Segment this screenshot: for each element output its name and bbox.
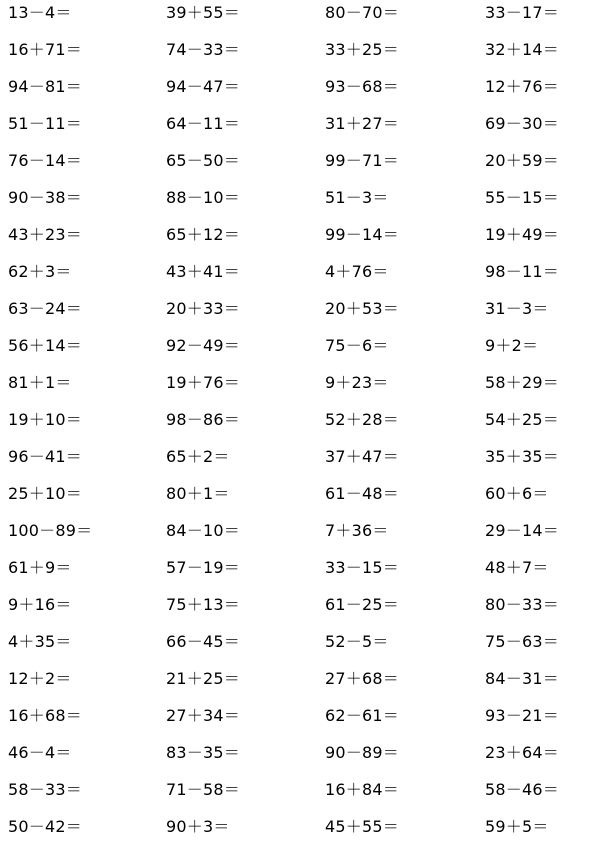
arithmetic-problem: 29－14＝: [485, 521, 559, 540]
arithmetic-problem: 52－5＝: [325, 632, 389, 651]
arithmetic-problem: 23＋64＝: [485, 743, 559, 762]
problem-row: [8, 592, 593, 629]
arithmetic-problem: 43＋41＝: [166, 262, 240, 281]
problem-row: [8, 222, 593, 259]
arithmetic-problem: 69－30＝: [485, 114, 559, 133]
arithmetic-problem: 63－24＝: [8, 299, 82, 318]
problem-row: [8, 666, 593, 703]
arithmetic-problem: 20＋33＝: [166, 299, 240, 318]
arithmetic-problem: 12＋2＝: [8, 669, 72, 688]
problem-row: [8, 555, 593, 592]
arithmetic-problem: 88－10＝: [166, 188, 240, 207]
arithmetic-problem: 4＋76＝: [325, 262, 389, 281]
arithmetic-problem: 27＋34＝: [166, 706, 240, 725]
arithmetic-problem: 37＋47＝: [325, 447, 399, 466]
arithmetic-problem: 48＋7＝: [485, 558, 549, 577]
problem-row: [8, 518, 593, 555]
arithmetic-problem: 9＋2＝: [485, 336, 539, 355]
arithmetic-problem: 94－81＝: [8, 77, 82, 96]
arithmetic-problem: 75－6＝: [325, 336, 389, 355]
arithmetic-problem: 92－49＝: [166, 336, 240, 355]
arithmetic-problem: 90－38＝: [8, 188, 82, 207]
arithmetic-problem: 16＋68＝: [8, 706, 82, 725]
arithmetic-problem: 84－31＝: [485, 669, 559, 688]
arithmetic-problem: 80－70＝: [325, 3, 399, 22]
arithmetic-problem: 99－71＝: [325, 151, 399, 170]
arithmetic-problem: 19＋76＝: [166, 373, 240, 392]
arithmetic-problem: 93－68＝: [325, 77, 399, 96]
problem-row: [8, 703, 593, 740]
arithmetic-problem: 90＋3＝: [166, 817, 230, 836]
problem-row: [8, 148, 593, 185]
arithmetic-problem: 39＋55＝: [166, 3, 240, 22]
problem-row: [8, 296, 593, 333]
arithmetic-problem: 90－89＝: [325, 743, 399, 762]
arithmetic-problem: 66－45＝: [166, 632, 240, 651]
arithmetic-problem: 19＋49＝: [485, 225, 559, 244]
arithmetic-problem: 46－4＝: [8, 743, 72, 762]
arithmetic-problem: 45＋55＝: [325, 817, 399, 836]
problem-row: [8, 37, 593, 74]
arithmetic-problem: 25＋10＝: [8, 484, 82, 503]
arithmetic-problem: 74－33＝: [166, 40, 240, 59]
problem-row: [8, 0, 593, 37]
arithmetic-problem: 16＋84＝: [325, 780, 399, 799]
arithmetic-problem: 12＋76＝: [485, 77, 559, 96]
problem-row: [8, 111, 593, 148]
arithmetic-problem: 62＋3＝: [8, 262, 72, 281]
problem-row: [8, 74, 593, 111]
arithmetic-problem: 9＋16＝: [8, 595, 72, 614]
problem-row: [8, 740, 593, 777]
arithmetic-problem: 65－50＝: [166, 151, 240, 170]
arithmetic-problem: 9＋23＝: [325, 373, 389, 392]
arithmetic-problem: 71－58＝: [166, 780, 240, 799]
arithmetic-problem: 33－17＝: [485, 3, 559, 22]
arithmetic-problem: 21＋25＝: [166, 669, 240, 688]
arithmetic-problem: 98－86＝: [166, 410, 240, 429]
arithmetic-problem: 58－46＝: [485, 780, 559, 799]
arithmetic-problem: 80＋1＝: [166, 484, 230, 503]
arithmetic-problem: 65＋12＝: [166, 225, 240, 244]
problem-row: [8, 185, 593, 222]
arithmetic-problem: 96－41＝: [8, 447, 82, 466]
arithmetic-problem: 51－3＝: [325, 188, 389, 207]
arithmetic-problem: 52＋28＝: [325, 410, 399, 429]
arithmetic-problem: 58＋29＝: [485, 373, 559, 392]
arithmetic-problem: 83－35＝: [166, 743, 240, 762]
arithmetic-problem: 27＋68＝: [325, 669, 399, 688]
arithmetic-problem: 20＋53＝: [325, 299, 399, 318]
problem-row: [8, 777, 593, 814]
arithmetic-problem: 55－15＝: [485, 188, 559, 207]
problem-row: [8, 814, 593, 851]
arithmetic-problem: 56＋14＝: [8, 336, 82, 355]
arithmetic-problem: 94－47＝: [166, 77, 240, 96]
arithmetic-problem: 61－25＝: [325, 595, 399, 614]
arithmetic-worksheet: [8, 0, 593, 845]
arithmetic-problem: 16＋71＝: [8, 40, 82, 59]
problem-row: [8, 629, 593, 666]
arithmetic-problem: 65＋2＝: [166, 447, 230, 466]
arithmetic-problem: 50－42＝: [8, 817, 82, 836]
arithmetic-problem: 93－21＝: [485, 706, 559, 725]
arithmetic-problem: 62－61＝: [325, 706, 399, 725]
arithmetic-problem: 81＋1＝: [8, 373, 72, 392]
arithmetic-problem: 75－63＝: [485, 632, 559, 651]
arithmetic-problem: 33－15＝: [325, 558, 399, 577]
arithmetic-problem: 75＋13＝: [166, 595, 240, 614]
problem-row: [8, 370, 593, 407]
arithmetic-problem: 35＋35＝: [485, 447, 559, 466]
arithmetic-problem: 4＋35＝: [8, 632, 72, 651]
problem-row: [8, 333, 593, 370]
arithmetic-problem: 84－10＝: [166, 521, 240, 540]
arithmetic-problem: 61－48＝: [325, 484, 399, 503]
arithmetic-problem: 98－11＝: [485, 262, 559, 281]
problem-row: [8, 444, 593, 481]
problem-row: [8, 259, 593, 296]
arithmetic-problem: 32＋14＝: [485, 40, 559, 59]
arithmetic-problem: 43＋23＝: [8, 225, 82, 244]
arithmetic-problem: 99－14＝: [325, 225, 399, 244]
arithmetic-problem: 64－11＝: [166, 114, 240, 133]
arithmetic-problem: 57－19＝: [166, 558, 240, 577]
arithmetic-problem: 19＋10＝: [8, 410, 82, 429]
arithmetic-problem: 31＋27＝: [325, 114, 399, 133]
arithmetic-problem: 100－89＝: [8, 521, 93, 540]
problem-row: [8, 481, 593, 518]
arithmetic-problem: 61＋9＝: [8, 558, 72, 577]
arithmetic-problem: 76－14＝: [8, 151, 82, 170]
arithmetic-problem: 54＋25＝: [485, 410, 559, 429]
arithmetic-problem: 51－11＝: [8, 114, 82, 133]
arithmetic-problem: 20＋59＝: [485, 151, 559, 170]
arithmetic-problem: 60＋6＝: [485, 484, 549, 503]
arithmetic-problem: 13－4＝: [8, 3, 72, 22]
arithmetic-problem: 59＋5＝: [485, 817, 549, 836]
arithmetic-problem: 31－3＝: [485, 299, 549, 318]
arithmetic-problem: 58－33＝: [8, 780, 82, 799]
arithmetic-problem: 80－33＝: [485, 595, 559, 614]
problem-row: [8, 407, 593, 444]
arithmetic-problem: 33＋25＝: [325, 40, 399, 59]
arithmetic-problem: 7＋36＝: [325, 521, 389, 540]
